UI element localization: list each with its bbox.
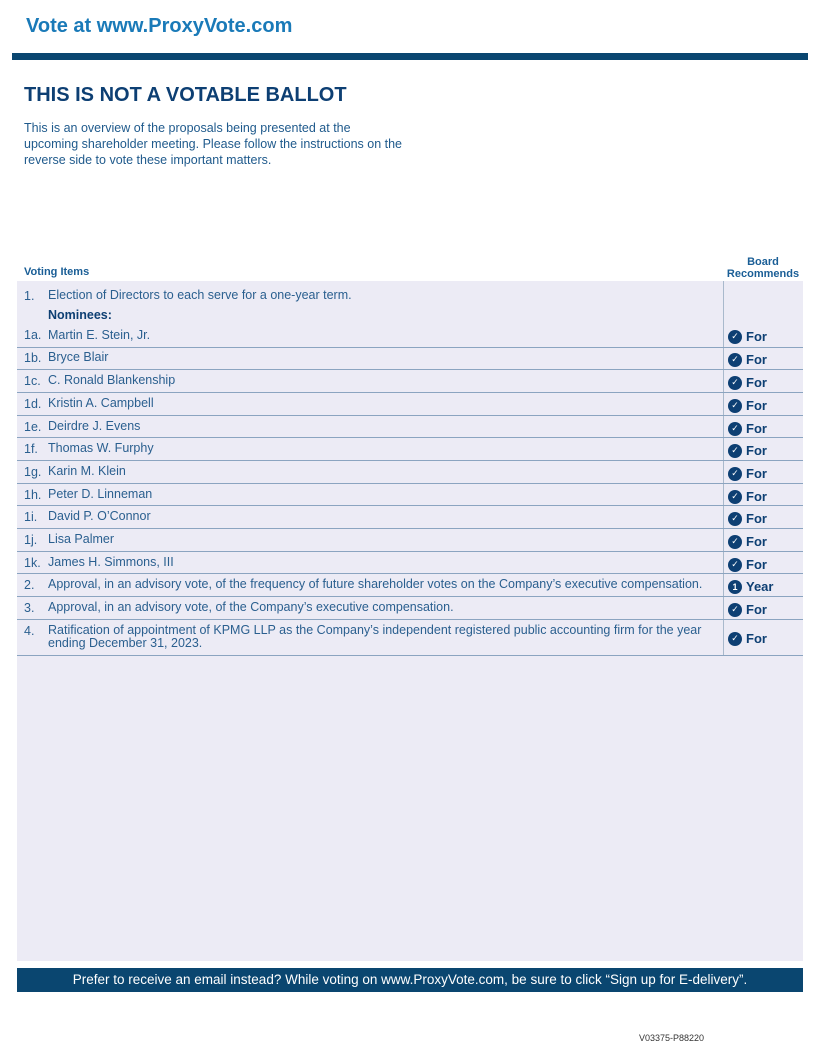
recommendation bbox=[728, 443, 767, 458]
recommendation bbox=[728, 511, 767, 526]
nominee-name: Kristin A. Campbell bbox=[48, 396, 154, 410]
nominee-row bbox=[17, 370, 803, 393]
nominee-row bbox=[17, 461, 803, 484]
nominee-number: 1b. bbox=[24, 351, 42, 365]
nominee-number: 1g. bbox=[24, 465, 42, 479]
nominee-row bbox=[17, 529, 803, 552]
board-recommends-line2: Recommends bbox=[726, 268, 800, 280]
check-circle-icon: ✓ bbox=[728, 422, 742, 436]
check-circle-icon: ✓ bbox=[728, 376, 742, 390]
nominee-name: Peter D. Linneman bbox=[48, 487, 153, 501]
recommendation bbox=[728, 375, 767, 390]
recommendation-label: For bbox=[746, 352, 767, 367]
nominee-name: Karin M. Klein bbox=[48, 464, 126, 478]
nominee-number: 1d. bbox=[24, 397, 42, 411]
check-circle-icon: ✓ bbox=[728, 444, 742, 458]
page-header-title: Vote at www.ProxyVote.com bbox=[26, 15, 293, 37]
nominee-number: 1e. bbox=[24, 420, 42, 434]
recommendation-label: For bbox=[746, 421, 767, 436]
ballot-intro: This is an overview of the proposals being presented at the upcoming shareholder meeting. Please follow the instructions on the reverse side to vote these important matters. bbox=[24, 121, 402, 167]
nominee-number: 1h. bbox=[24, 488, 42, 502]
recommendation bbox=[728, 466, 767, 481]
check-circle-icon: ✓ bbox=[728, 490, 742, 504]
nominee-name: Martin E. Stein, Jr. bbox=[48, 328, 151, 342]
nominee-name: Lisa Palmer bbox=[48, 532, 114, 546]
check-circle-icon: ✓ bbox=[728, 535, 742, 549]
proposal-number: 1. bbox=[24, 289, 35, 303]
voting-items-panel bbox=[17, 281, 803, 961]
nominee-number: 1i. bbox=[24, 510, 38, 524]
recommendation-label: For bbox=[746, 557, 767, 572]
proposal-2-row bbox=[17, 574, 803, 597]
recommendation bbox=[728, 631, 767, 646]
nominee-name: James H. Simmons, III bbox=[48, 555, 174, 569]
recommendation-label: For bbox=[746, 398, 767, 413]
recommendation-label: For bbox=[746, 489, 767, 504]
proposal-text: Election of Directors to each serve for a one-year term. bbox=[48, 288, 352, 302]
document-code: V03375-P88220 bbox=[638, 1033, 704, 1043]
header-divider bbox=[12, 53, 808, 60]
check-circle-icon: ✓ bbox=[728, 632, 742, 646]
nominee-number: 1j. bbox=[24, 533, 38, 547]
proposal-text: Ratification of appointment of KPMG LLP as the Company’s independent registered public accounting firm for the year ending December 31, 2023. bbox=[48, 623, 702, 650]
check-circle-icon: ✓ bbox=[728, 512, 742, 526]
recommendation-label: Year bbox=[746, 579, 774, 594]
nominee-row bbox=[17, 348, 803, 370]
recommendation-label: For bbox=[746, 534, 767, 549]
check-circle-icon: ✓ bbox=[728, 603, 742, 617]
nominee-name: Deirdre J. Evens bbox=[48, 419, 141, 433]
proposal-number: 4. bbox=[24, 624, 35, 638]
nominee-row bbox=[17, 506, 803, 529]
nominee-number: 1k. bbox=[24, 556, 41, 570]
recommendation-label: For bbox=[746, 375, 767, 390]
check-circle-icon: ✓ bbox=[728, 467, 742, 481]
recommendation bbox=[728, 579, 773, 594]
nominee-row bbox=[17, 393, 803, 416]
voting-items-header: Voting Items bbox=[24, 266, 90, 278]
nominee-row bbox=[17, 416, 803, 438]
ballot-heading: THIS IS NOT A VOTABLE BALLOT bbox=[24, 84, 347, 106]
check-circle-icon: ✓ bbox=[728, 353, 742, 367]
nominee-name: Thomas W. Furphy bbox=[48, 441, 154, 455]
check-circle-icon: ✓ bbox=[728, 399, 742, 413]
nominee-number: 1f. bbox=[24, 442, 38, 456]
recommendation bbox=[728, 602, 767, 617]
nominee-number: 1a. bbox=[24, 328, 42, 342]
number-one-circle-icon: 1 bbox=[728, 580, 742, 594]
recommendation bbox=[728, 534, 767, 549]
nominee-name: David P. O’Connor bbox=[48, 509, 151, 523]
board-recommends-header bbox=[722, 256, 804, 280]
nominee-row bbox=[17, 438, 803, 461]
proposal-1-row bbox=[17, 281, 803, 348]
edelivery-banner: Prefer to receive an email instead? While voting on www.ProxyVote.com, be sure to click “Sign up for E-delivery”. bbox=[17, 968, 803, 992]
recommendation bbox=[728, 329, 767, 344]
proposal-text: Approval, in an advisory vote, of the frequency of future shareholder votes on the Company’s executive compensation. bbox=[48, 577, 703, 591]
board-recommends-line1: Board bbox=[747, 256, 779, 268]
proposal-text: Approval, in an advisory vote, of the Company’s executive compensation. bbox=[48, 600, 454, 614]
recommendation bbox=[728, 421, 767, 436]
recommendation bbox=[728, 398, 767, 413]
recommendation-label: For bbox=[746, 443, 767, 458]
proposal-4-row bbox=[17, 620, 803, 656]
nominee-name: Bryce Blair bbox=[48, 350, 109, 364]
proposal-3-row bbox=[17, 597, 803, 620]
proposal-number: 2. bbox=[24, 578, 35, 592]
recommendation bbox=[728, 557, 767, 572]
recommendation-label: For bbox=[746, 466, 767, 481]
nominee-name: C. Ronald Blankenship bbox=[48, 373, 176, 387]
recommendation-label: For bbox=[746, 511, 767, 526]
recommendation-label: For bbox=[746, 602, 767, 617]
recommendation bbox=[728, 352, 767, 367]
recommendation bbox=[728, 489, 767, 504]
proposal-number: 3. bbox=[24, 601, 35, 615]
nominees-label: Nominees: bbox=[48, 308, 112, 322]
nominee-row bbox=[17, 484, 803, 506]
check-circle-icon: ✓ bbox=[728, 558, 742, 572]
recommendation-label: For bbox=[746, 631, 767, 646]
nominee-row bbox=[17, 552, 803, 574]
recommendation-label: For bbox=[746, 329, 767, 344]
nominee-number: 1c. bbox=[24, 374, 41, 388]
check-circle-icon: ✓ bbox=[728, 330, 742, 344]
